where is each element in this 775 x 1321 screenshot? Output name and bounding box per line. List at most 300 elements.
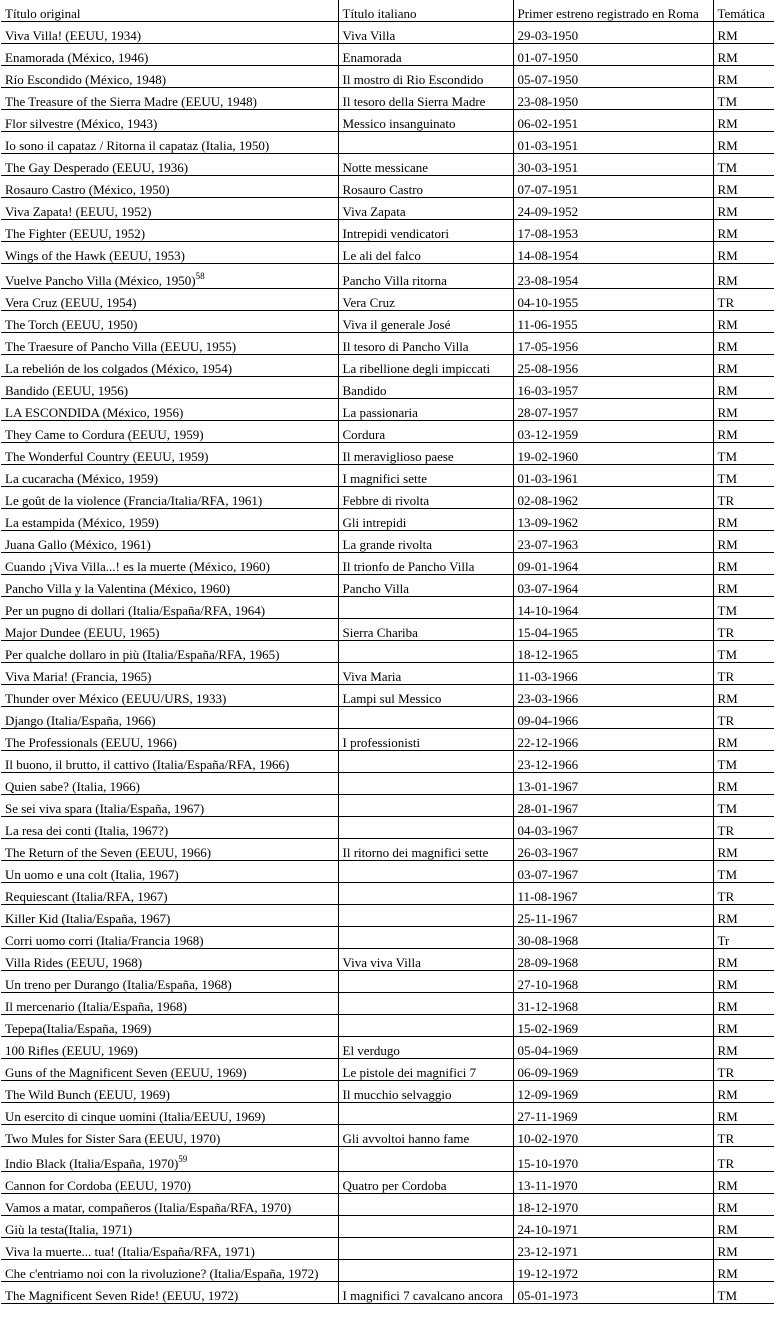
- premiere-date-cell: 15-02-1969: [513, 1015, 713, 1037]
- table-row: [1, 817, 774, 839]
- theme-cell: TR: [713, 619, 774, 641]
- table-row: [1, 861, 774, 883]
- table-row: [1, 795, 774, 817]
- table-row: [1, 421, 774, 443]
- table-row: [1, 971, 774, 993]
- theme-cell: TR: [713, 817, 774, 839]
- original-title-cell: [1, 1081, 338, 1103]
- theme-cell: TR: [713, 289, 774, 311]
- italian-title-cell: Il mostro di Rio Escondido: [338, 66, 513, 88]
- italian-title-cell: [338, 1103, 513, 1125]
- premiere-date-cell: 17-08-1953: [513, 220, 713, 242]
- premiere-date-cell: 22-12-1966: [513, 729, 713, 751]
- original-title-cell: [1, 443, 338, 465]
- premiere-date-cell: 09-01-1964: [513, 553, 713, 575]
- original-title-cell: [1, 1260, 338, 1282]
- theme-cell: TM: [713, 751, 774, 773]
- italian-title-cell: [338, 773, 513, 795]
- premiere-date-cell: 28-07-1957: [513, 399, 713, 421]
- table-row: [1, 575, 774, 597]
- italian-title-cell: Gli avvoltoi hanno fame: [338, 1125, 513, 1147]
- original-title: Tepepa(Italia/España, 1969): [5, 1021, 152, 1036]
- premiere-date-cell: 13-01-1967: [513, 773, 713, 795]
- theme-cell: RM: [713, 773, 774, 795]
- original-title: La cucaracha (México, 1959): [5, 471, 159, 486]
- premiere-date-cell: 02-08-1962: [513, 487, 713, 509]
- table-row: [1, 311, 774, 333]
- italian-title-cell: [338, 927, 513, 949]
- original-title-cell: [1, 685, 338, 707]
- italian-title-cell: Il tesoro della Sierra Madre: [338, 88, 513, 110]
- italian-title-cell: Il ritorno dei magnifici sette: [338, 839, 513, 861]
- original-title-cell: [1, 861, 338, 883]
- table-row: [1, 685, 774, 707]
- original-title-cell: [1, 905, 338, 927]
- italian-title-cell: [338, 861, 513, 883]
- italian-title-cell: [338, 817, 513, 839]
- premiere-date-cell: 18-12-1970: [513, 1194, 713, 1216]
- header-theme: Temática: [713, 0, 774, 22]
- original-title: Wings of the Hawk (EEUU, 1953): [5, 248, 185, 263]
- theme-cell: RM: [713, 971, 774, 993]
- theme-cell: TM: [713, 597, 774, 619]
- theme-cell: RM: [713, 1194, 774, 1216]
- original-title: Pancho Villa y la Valentina (México, 1960): [5, 581, 231, 596]
- original-title: Che c'entriamo noi con la rivoluzione? (Italia/España, 1972): [5, 1266, 319, 1281]
- original-title-cell: [1, 355, 338, 377]
- table-row: [1, 949, 774, 971]
- italian-title-cell: Viva Villa: [338, 22, 513, 44]
- footnote-marker: 59: [178, 1154, 188, 1164]
- table-row: [1, 993, 774, 1015]
- original-title: 100 Rifles (EEUU, 1969): [5, 1043, 138, 1058]
- italian-title-cell: [338, 707, 513, 729]
- premiere-date-cell: 05-04-1969: [513, 1037, 713, 1059]
- original-title-cell: [1, 927, 338, 949]
- original-title-cell: [1, 1216, 338, 1238]
- premiere-date-cell: 24-10-1971: [513, 1216, 713, 1238]
- theme-cell: TM: [713, 465, 774, 487]
- original-title-cell: [1, 729, 338, 751]
- theme-cell: RM: [713, 1103, 774, 1125]
- italian-title-cell: Il meraviglioso paese: [338, 443, 513, 465]
- premiere-date-cell: 17-05-1956: [513, 333, 713, 355]
- original-title-cell: [1, 1194, 338, 1216]
- original-title: Un treno per Durango (Italia/España, 1968): [5, 977, 232, 992]
- original-title: Two Mules for Sister Sara (EEUU, 1970): [5, 1131, 221, 1146]
- italian-title-cell: Sierra Chariba: [338, 619, 513, 641]
- premiere-date-cell: 28-09-1968: [513, 949, 713, 971]
- premiere-date-cell: 23-03-1966: [513, 685, 713, 707]
- table-row: [1, 1125, 774, 1147]
- table-row: [1, 509, 774, 531]
- premiere-date-cell: 10-02-1970: [513, 1125, 713, 1147]
- table-row: [1, 773, 774, 795]
- theme-cell: RM: [713, 355, 774, 377]
- original-title: The Traesure of Pancho Villa (EEUU, 1955): [5, 339, 237, 354]
- original-title-cell: [1, 597, 338, 619]
- premiere-date-cell: 30-03-1951: [513, 154, 713, 176]
- original-title-cell: [1, 1147, 338, 1172]
- italian-title-cell: Le ali del falco: [338, 242, 513, 264]
- theme-cell: TR: [713, 663, 774, 685]
- premiere-date-cell: 25-11-1967: [513, 905, 713, 927]
- original-title: The Professionals (EEUU, 1966): [5, 735, 177, 750]
- italian-title-cell: [338, 1260, 513, 1282]
- italian-title-cell: I magnifici 7 cavalcano ancora: [338, 1282, 513, 1304]
- original-title: LA ESCONDIDA (México, 1956): [5, 405, 184, 420]
- table-row: [1, 220, 774, 242]
- original-title: The Treasure of the Sierra Madre (EEUU, 1948): [5, 94, 257, 109]
- footnote-marker: 58: [195, 271, 205, 281]
- original-title-cell: [1, 377, 338, 399]
- theme-cell: RM: [713, 1172, 774, 1194]
- original-title-cell: [1, 1059, 338, 1081]
- theme-cell: RM: [713, 66, 774, 88]
- original-title-cell: [1, 176, 338, 198]
- original-title-cell: [1, 751, 338, 773]
- premiere-date-cell: 15-04-1965: [513, 619, 713, 641]
- theme-cell: TR: [713, 707, 774, 729]
- theme-cell: RM: [713, 22, 774, 44]
- table-row: [1, 707, 774, 729]
- original-title: Flor silvestre (México, 1943): [5, 116, 158, 131]
- italian-title-cell: [338, 132, 513, 154]
- table-row: [1, 597, 774, 619]
- original-title: Viva la muerte... tua! (Italia/España/RFA, 1971): [5, 1244, 255, 1259]
- italian-title-cell: Cordura: [338, 421, 513, 443]
- premiere-date-cell: 23-07-1963: [513, 531, 713, 553]
- italian-title-cell: Pancho Villa: [338, 575, 513, 597]
- original-title-cell: [1, 949, 338, 971]
- table-row: [1, 399, 774, 421]
- original-title: Guns of the Magnificent Seven (EEUU, 1969): [5, 1065, 247, 1080]
- italian-title-cell: [338, 993, 513, 1015]
- italian-title-cell: Viva Maria: [338, 663, 513, 685]
- original-title-cell: [1, 531, 338, 553]
- table-row: [1, 333, 774, 355]
- theme-cell: RM: [713, 685, 774, 707]
- theme-cell: TR: [713, 1059, 774, 1081]
- original-title-cell: [1, 993, 338, 1015]
- premiere-date-cell: 26-03-1967: [513, 839, 713, 861]
- original-title: The Gay Desperado (EEUU, 1936): [5, 160, 189, 175]
- premiere-date-cell: 06-09-1969: [513, 1059, 713, 1081]
- header-italian-title: Título italiano: [338, 0, 513, 22]
- original-title-cell: [1, 421, 338, 443]
- films-table: [1, 0, 774, 1304]
- premiere-date-cell: 09-04-1966: [513, 707, 713, 729]
- italian-title-cell: [338, 1015, 513, 1037]
- original-title-cell: [1, 553, 338, 575]
- table-row: [1, 641, 774, 663]
- original-title: Un uomo e una colt (Italia, 1967): [5, 867, 179, 882]
- theme-cell: TM: [713, 443, 774, 465]
- original-title: Corri uomo corri (Italia/Francia 1968): [5, 933, 204, 948]
- italian-title-cell: Le pistole dei magnifici 7: [338, 1059, 513, 1081]
- italian-title-cell: Vera Cruz: [338, 289, 513, 311]
- original-title-cell: [1, 88, 338, 110]
- original-title-cell: [1, 198, 338, 220]
- table-row: [1, 110, 774, 132]
- original-title: Giù la testa(Italia, 1971): [5, 1222, 133, 1237]
- italian-title-cell: Il trionfo de Pancho Villa: [338, 553, 513, 575]
- original-title: Io sono il capataz / Ritorna il capataz (Italia, 1950): [5, 138, 270, 153]
- table-row: [1, 66, 774, 88]
- theme-cell: TM: [713, 795, 774, 817]
- theme-cell: RM: [713, 1015, 774, 1037]
- premiere-date-cell: 13-09-1962: [513, 509, 713, 531]
- original-title-cell: [1, 795, 338, 817]
- original-title: The Wonderful Country (EEUU, 1959): [5, 449, 209, 464]
- theme-cell: RM: [713, 905, 774, 927]
- original-title-cell: [1, 110, 338, 132]
- table-row: [1, 22, 774, 44]
- premiere-date-cell: 31-12-1968: [513, 993, 713, 1015]
- original-title: Killer Kid (Italia/España, 1967): [5, 911, 171, 926]
- premiere-date-cell: 04-03-1967: [513, 817, 713, 839]
- original-title-cell: [1, 154, 338, 176]
- original-title-cell: [1, 333, 338, 355]
- theme-cell: RM: [713, 242, 774, 264]
- theme-cell: RM: [713, 1238, 774, 1260]
- original-title: Juana Gallo (México, 1961): [5, 537, 151, 552]
- table-row: [1, 883, 774, 905]
- italian-title-cell: Il mucchio selvaggio: [338, 1081, 513, 1103]
- theme-cell: RM: [713, 110, 774, 132]
- table-row: [1, 1081, 774, 1103]
- italian-title-cell: [338, 971, 513, 993]
- theme-cell: TR: [713, 487, 774, 509]
- original-title: Vuelve Pancho Villa (México, 1950): [5, 273, 196, 288]
- italian-title-cell: Notte messicane: [338, 154, 513, 176]
- italian-title-cell: Quatro per Cordoba: [338, 1172, 513, 1194]
- theme-cell: RM: [713, 949, 774, 971]
- premiere-date-cell: 13-11-1970: [513, 1172, 713, 1194]
- theme-cell: RM: [713, 377, 774, 399]
- original-title-cell: [1, 242, 338, 264]
- original-title: Vera Cruz (EEUU, 1954): [5, 295, 137, 310]
- theme-cell: RM: [713, 421, 774, 443]
- table-row: [1, 154, 774, 176]
- premiere-date-cell: 18-12-1965: [513, 641, 713, 663]
- theme-cell: RM: [713, 220, 774, 242]
- italian-title-cell: [338, 1147, 513, 1172]
- italian-title-cell: Lampi sul Messico: [338, 685, 513, 707]
- original-title: La estampida (México, 1959): [5, 515, 159, 530]
- premiere-date-cell: 03-07-1964: [513, 575, 713, 597]
- italian-title-cell: [338, 751, 513, 773]
- original-title-cell: [1, 509, 338, 531]
- theme-cell: RM: [713, 839, 774, 861]
- theme-cell: RM: [713, 993, 774, 1015]
- premiere-date-cell: 06-02-1951: [513, 110, 713, 132]
- table-row: [1, 1015, 774, 1037]
- original-title: Viva Zapata! (EEUU, 1952): [5, 204, 152, 219]
- italian-title-cell: I magnifici sette: [338, 465, 513, 487]
- table-row: [1, 44, 774, 66]
- premiere-date-cell: 27-10-1968: [513, 971, 713, 993]
- original-title: Quien sabe? (Italia, 1966): [5, 779, 141, 794]
- italian-title-cell: [338, 883, 513, 905]
- table-body: [1, 22, 774, 1304]
- original-title-cell: [1, 465, 338, 487]
- table-row: [1, 751, 774, 773]
- original-title-cell: [1, 1125, 338, 1147]
- original-title: Cannon for Cordoba (EEUU, 1970): [5, 1178, 191, 1193]
- premiere-date-cell: 11-06-1955: [513, 311, 713, 333]
- table-row: [1, 553, 774, 575]
- table-row: [1, 905, 774, 927]
- original-title-cell: [1, 220, 338, 242]
- table-row: [1, 465, 774, 487]
- original-title: Il buono, il brutto, il cattivo (Italia/España/RFA, 1966): [5, 757, 290, 772]
- table-row: [1, 289, 774, 311]
- header-premiere-date: Primer estreno registrado en Roma: [513, 0, 713, 22]
- table-row: [1, 1216, 774, 1238]
- original-title: Viva Villa! (EEUU, 1934): [5, 28, 142, 43]
- original-title-cell: [1, 264, 338, 289]
- premiere-date-cell: 03-12-1959: [513, 421, 713, 443]
- italian-title-cell: Pancho Villa ritorna: [338, 264, 513, 289]
- premiere-date-cell: 03-07-1967: [513, 861, 713, 883]
- premiere-date-cell: 04-10-1955: [513, 289, 713, 311]
- original-title: Vamos a matar, compañeros (Italia/España/RFA, 1970): [5, 1200, 292, 1215]
- theme-cell: TM: [713, 861, 774, 883]
- original-title-cell: [1, 575, 338, 597]
- table-row: [1, 1147, 774, 1172]
- original-title-cell: [1, 289, 338, 311]
- table-row: [1, 487, 774, 509]
- table-row: [1, 619, 774, 641]
- premiere-date-cell: 15-10-1970: [513, 1147, 713, 1172]
- premiere-date-cell: 19-12-1972: [513, 1260, 713, 1282]
- original-title-cell: [1, 487, 338, 509]
- table-row: [1, 1238, 774, 1260]
- italian-title-cell: Viva Zapata: [338, 198, 513, 220]
- table-row: [1, 242, 774, 264]
- original-title: La resa dei conti (Italia, 1967?): [5, 823, 169, 838]
- original-title-cell: [1, 817, 338, 839]
- original-title-cell: [1, 663, 338, 685]
- theme-cell: RM: [713, 575, 774, 597]
- original-title: The Magnificent Seven Ride! (EEUU, 1972): [5, 1288, 239, 1303]
- original-title: Le goût de la violence (Francia/Italia/RFA, 1961): [5, 493, 263, 508]
- table-row: [1, 132, 774, 154]
- theme-cell: RM: [713, 176, 774, 198]
- table-row: [1, 88, 774, 110]
- premiere-date-cell: 25-08-1956: [513, 355, 713, 377]
- theme-cell: RM: [713, 1037, 774, 1059]
- table-row: [1, 1172, 774, 1194]
- italian-title-cell: Viva il generale José: [338, 311, 513, 333]
- original-title-cell: [1, 619, 338, 641]
- premiere-date-cell: 28-01-1967: [513, 795, 713, 817]
- original-title: Se sei viva spara (Italia/España, 1967): [5, 801, 205, 816]
- italian-title-cell: [338, 641, 513, 663]
- theme-cell: TM: [713, 641, 774, 663]
- premiere-date-cell: 12-09-1969: [513, 1081, 713, 1103]
- table-row: [1, 839, 774, 861]
- theme-cell: RM: [713, 509, 774, 531]
- theme-cell: TM: [713, 154, 774, 176]
- table-row: [1, 1059, 774, 1081]
- premiere-date-cell: 05-01-1973: [513, 1282, 713, 1304]
- original-title: The Wild Bunch (EEUU, 1969): [5, 1087, 170, 1102]
- table-row: [1, 264, 774, 289]
- theme-cell: RM: [713, 1081, 774, 1103]
- table-row: [1, 176, 774, 198]
- premiere-date-cell: 14-08-1954: [513, 242, 713, 264]
- theme-cell: RM: [713, 132, 774, 154]
- italian-title-cell: [338, 1216, 513, 1238]
- table-row: [1, 531, 774, 553]
- premiere-date-cell: 23-12-1971: [513, 1238, 713, 1260]
- original-title: Per un pugno di dollari (Italia/España/RFA, 1964): [5, 603, 266, 618]
- original-title-cell: [1, 66, 338, 88]
- original-title: Cuando ¡Viva Villa...! es la muerte (México, 1960): [5, 559, 270, 574]
- italian-title-cell: [338, 1194, 513, 1216]
- header-row: [1, 0, 774, 22]
- premiere-date-cell: 07-07-1951: [513, 176, 713, 198]
- italian-title-cell: La ribellione degli impiccati: [338, 355, 513, 377]
- italian-title-cell: La grande rivolta: [338, 531, 513, 553]
- original-title-cell: [1, 1037, 338, 1059]
- original-title: La rebelión de los colgados (México, 1954): [5, 361, 233, 376]
- original-title: They Came to Cordura (EEUU, 1959): [5, 427, 204, 442]
- table-row: [1, 927, 774, 949]
- premiere-date-cell: 27-11-1969: [513, 1103, 713, 1125]
- table-row: [1, 1037, 774, 1059]
- italian-title-cell: [338, 905, 513, 927]
- italian-title-cell: Bandido: [338, 377, 513, 399]
- italian-title-cell: El verdugo: [338, 1037, 513, 1059]
- original-title: Per qualche dollaro in più (Italia/España/RFA, 1965): [5, 647, 280, 662]
- italian-title-cell: Il tesoro di Pancho Villa: [338, 333, 513, 355]
- italian-title-cell: Viva viva Villa: [338, 949, 513, 971]
- original-title-cell: [1, 1015, 338, 1037]
- premiere-date-cell: 01-03-1961: [513, 465, 713, 487]
- theme-cell: RM: [713, 311, 774, 333]
- italian-title-cell: Messico insanguinato: [338, 110, 513, 132]
- theme-cell: RM: [713, 729, 774, 751]
- italian-title-cell: [338, 1238, 513, 1260]
- original-title-cell: [1, 44, 338, 66]
- theme-cell: TR: [713, 1147, 774, 1172]
- theme-cell: RM: [713, 264, 774, 289]
- original-title-cell: [1, 22, 338, 44]
- original-title: Río Escondido (México, 1948): [5, 72, 167, 87]
- table-row: [1, 198, 774, 220]
- table-row: [1, 377, 774, 399]
- premiere-date-cell: 19-02-1960: [513, 443, 713, 465]
- premiere-date-cell: 01-03-1951: [513, 132, 713, 154]
- table-row: [1, 1282, 774, 1304]
- original-title: Enamorada (México, 1946): [5, 50, 149, 65]
- theme-cell: RM: [713, 531, 774, 553]
- original-title-cell: [1, 641, 338, 663]
- original-title: Django (Italia/España, 1966): [5, 713, 156, 728]
- table-row: [1, 1103, 774, 1125]
- theme-cell: TR: [713, 883, 774, 905]
- italian-title-cell: Rosauro Castro: [338, 176, 513, 198]
- original-title-cell: [1, 311, 338, 333]
- original-title-cell: [1, 132, 338, 154]
- premiere-date-cell: 01-07-1950: [513, 44, 713, 66]
- premiere-date-cell: 05-07-1950: [513, 66, 713, 88]
- original-title-cell: [1, 1282, 338, 1304]
- table-row: [1, 443, 774, 465]
